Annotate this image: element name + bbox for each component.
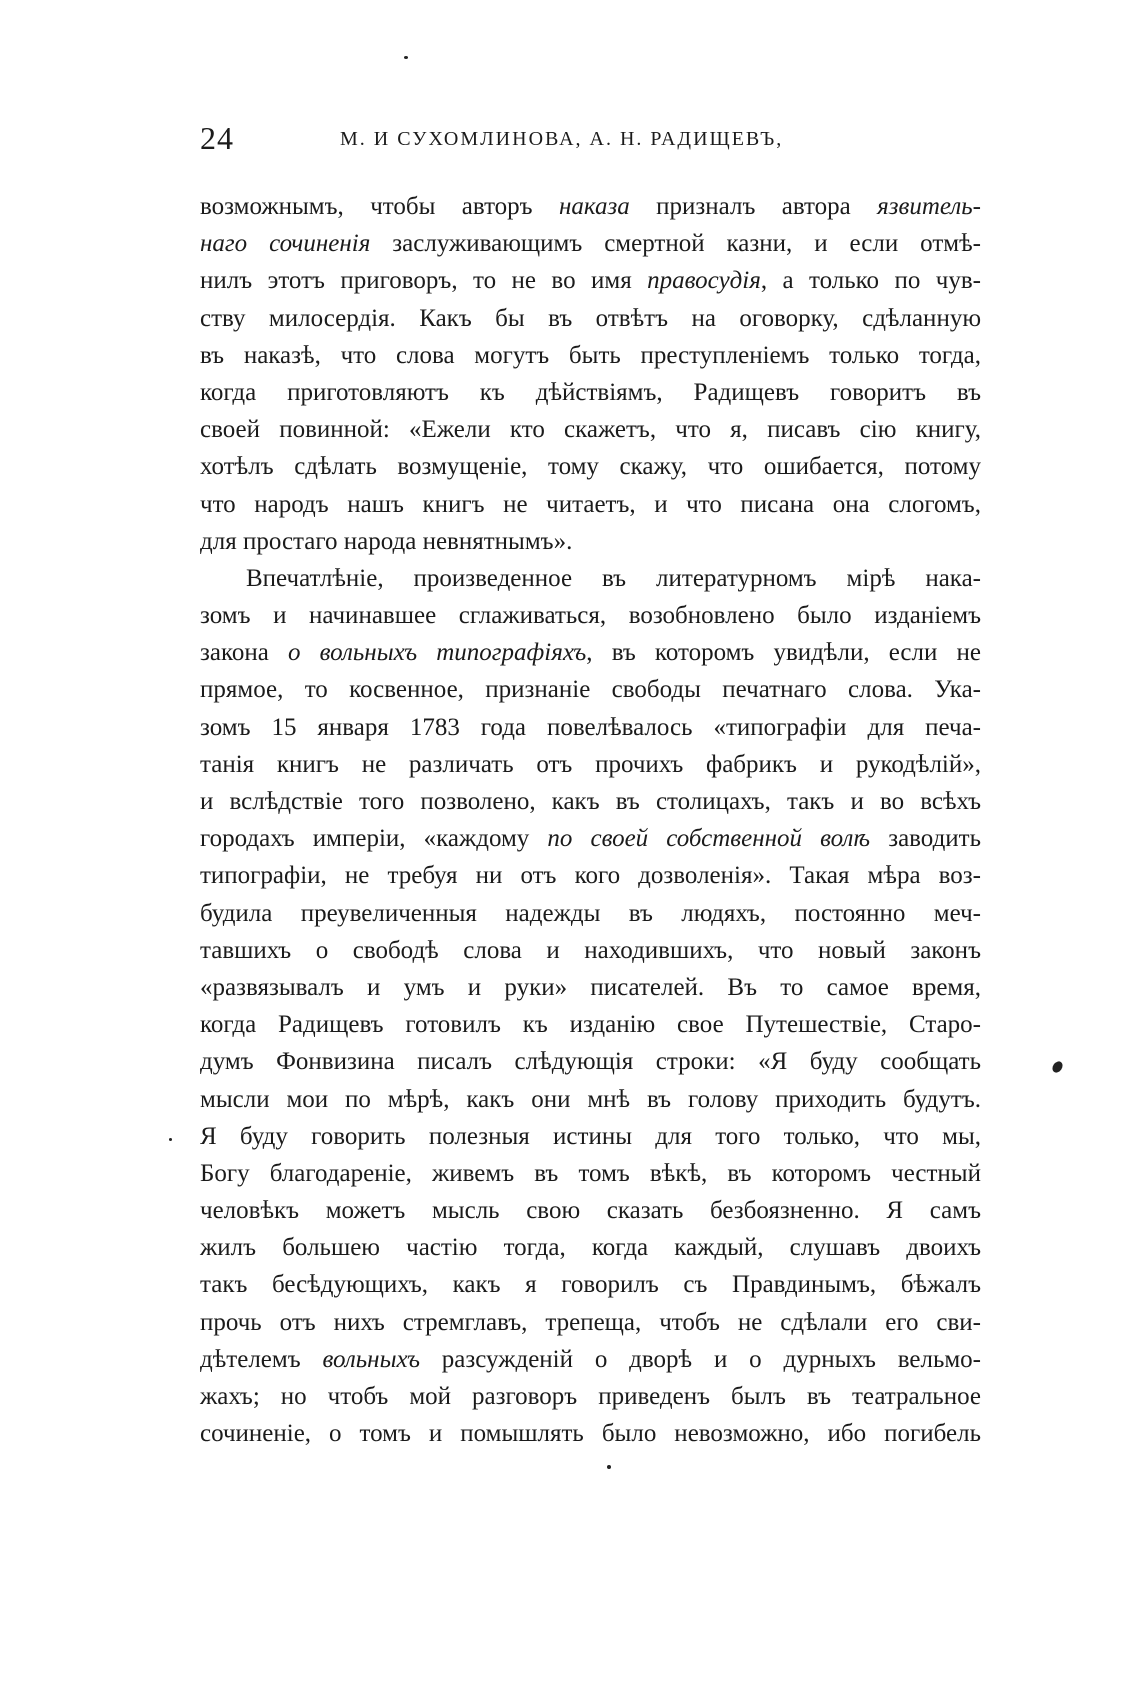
text-segment: ству милосердія. Какъ бы въ отвѣтъ на оговорку, сдѣланную [200, 304, 981, 332]
scan-speck [1050, 1060, 1064, 1075]
text-segment: человѣкъ можетъ мысль свою сказать безбоязненно. Я самъ [200, 1197, 981, 1225]
text-line [200, 709, 981, 746]
text-segment: Я буду говорить полезныя истины для того только, что мы, [200, 1122, 981, 1150]
text-segment: типографіи, не требуя ни отъ кого дозволенія». Такая мѣра воз- [200, 862, 981, 890]
text-segment: дѣтелемъ [200, 1345, 323, 1373]
page-number: 24 [200, 120, 234, 156]
text-segment: зомъ и начинавшее сглаживаться, возобновлено было изданіемъ [200, 602, 981, 630]
text-segment: возможнымъ, чтобы авторъ [200, 193, 559, 220]
running-title: М. И СУХОМЛИНОВА, А. Н. РАДИЩЕВЪ, [340, 128, 784, 150]
text-segment: для простаго народа невнятнымъ». [200, 527, 573, 555]
text-line [200, 1304, 981, 1341]
text-segment: тавшихъ о свободѣ слова и находившихъ, что новый законъ [200, 936, 981, 964]
page-header [200, 120, 980, 160]
text-line [200, 597, 981, 634]
text-segment: «развязывалъ и умъ и руки» писателей. Въ то самое время, [200, 973, 981, 1001]
text-line [200, 374, 981, 411]
text-segment: призналъ автора [629, 193, 878, 220]
text-segment: жилъ большею частію тогда, когда каждый, слушавъ двоихъ [200, 1234, 981, 1262]
text-line [200, 671, 981, 708]
text-segment: и вслѣдствіе того позволено, какъ въ столицахъ, такъ и во всѣхъ [200, 788, 981, 815]
text-segment: мысли мои по мѣрѣ, какъ они мнѣ въ голову приходить будутъ. [200, 1085, 981, 1113]
text-line [200, 634, 981, 671]
text-line [200, 783, 981, 820]
text-segment: язвитель- [877, 193, 981, 220]
scan-speck [404, 56, 408, 59]
text-line [200, 969, 981, 1006]
text-segment: прямое, то косвенное, признаніе свободы печатнаго слова. Ука- [200, 676, 981, 704]
text-line [200, 188, 981, 225]
text-line [200, 1155, 981, 1192]
text-segment: что народъ нашъ книгъ не читаетъ, и что писана она слогомъ, [200, 490, 981, 518]
text-segment: своей повинной: «Ежели кто скажетъ, что я, писавъ сію книгу, [200, 416, 981, 444]
text-segment: сочиненіе, о томъ и помышлять было невозможно, ибо погибель [200, 1420, 981, 1448]
text-line [200, 1192, 981, 1229]
text-line [200, 932, 981, 969]
body-text [200, 188, 981, 1452]
text-segment: Богу благодареніе, живемъ въ томъ вѣкѣ, въ которомъ честный [200, 1159, 981, 1187]
text-segment: по своей собственной волѣ [547, 825, 871, 853]
text-line [200, 1006, 981, 1043]
text-line [200, 1415, 981, 1452]
text-line [200, 486, 981, 523]
text-segment: думъ Фонвизина писалъ слѣдующія строки: «Я буду сообщать [200, 1048, 981, 1076]
text-segment: будила преувеличенныя надежды въ людяхъ, постоянно меч- [200, 899, 981, 927]
text-segment: зомъ 15 января 1783 года повелѣвалось «типографіи для печа- [200, 713, 981, 741]
text-segment: жахъ; но чтобъ мой разговоръ приведенъ былъ въ театральное [200, 1383, 981, 1410]
text-line [200, 337, 981, 374]
text-segment: разсужденій о дворѣ и о дурныхъ вельмо- [419, 1345, 981, 1373]
text-segment: когда Радищевъ готовилъ къ изданію свое Путешествіе, Старо- [200, 1011, 981, 1039]
text-segment: когда приготовляютъ къ дѣйствіямъ, Радищевъ говоритъ въ [200, 378, 981, 406]
text-segment: Впечатлѣніе, произведенное въ литературномъ мірѣ нака- [246, 564, 981, 592]
text-segment: наказа [559, 193, 630, 220]
text-segment: нилъ этотъ приговоръ, то не во имя [200, 267, 648, 295]
scan-speck [607, 1465, 611, 1469]
text-segment: наго сочиненія [200, 230, 371, 258]
text-line [200, 1229, 981, 1266]
text-segment: прочь отъ нихъ стремглавъ, трепеща, чтобъ не сдѣлали его сви- [200, 1308, 981, 1336]
text-line [200, 1043, 981, 1080]
text-segment: заводить [870, 825, 981, 853]
scan-speck [169, 1138, 172, 1141]
text-segment: закона [200, 639, 288, 667]
text-segment: танія книгъ не различать отъ прочихъ фабрикъ и рукодѣлій», [200, 750, 981, 778]
text-segment: , а только по чув- [760, 267, 981, 295]
text-line [200, 746, 981, 783]
text-segment: въ наказѣ, что слова могутъ быть преступленіемъ только тогда, [200, 341, 981, 369]
text-segment: вольныхъ [322, 1345, 420, 1373]
text-line [200, 1118, 981, 1155]
text-line [200, 225, 981, 262]
text-line [200, 895, 981, 932]
text-segment: правосудія [647, 267, 761, 295]
text-line [200, 1341, 981, 1378]
text-segment: , въ которомъ увидѣли, если не [586, 639, 981, 667]
text-line [200, 820, 981, 857]
text-segment: заслуживающимъ смертной казни, и если отмѣ- [370, 230, 981, 258]
text-line [200, 523, 981, 560]
text-line [200, 1266, 981, 1303]
text-line [200, 1081, 981, 1118]
text-segment: хотѣлъ сдѣлать возмущеніе, тому скажу, что ошибается, потому [200, 453, 981, 481]
text-line [200, 300, 981, 337]
text-segment: такъ бесѣдующихъ, какъ я говорилъ съ Правдинымъ, бѣжалъ [200, 1271, 981, 1299]
text-segment: о вольныхъ типографіяхъ [287, 639, 587, 667]
text-segment: городахъ имперіи, «каждому [200, 825, 548, 853]
text-line [200, 857, 981, 894]
text-line [200, 560, 981, 597]
text-line [200, 1378, 981, 1415]
text-line [200, 448, 981, 485]
text-line [200, 262, 981, 299]
text-line [200, 411, 981, 448]
